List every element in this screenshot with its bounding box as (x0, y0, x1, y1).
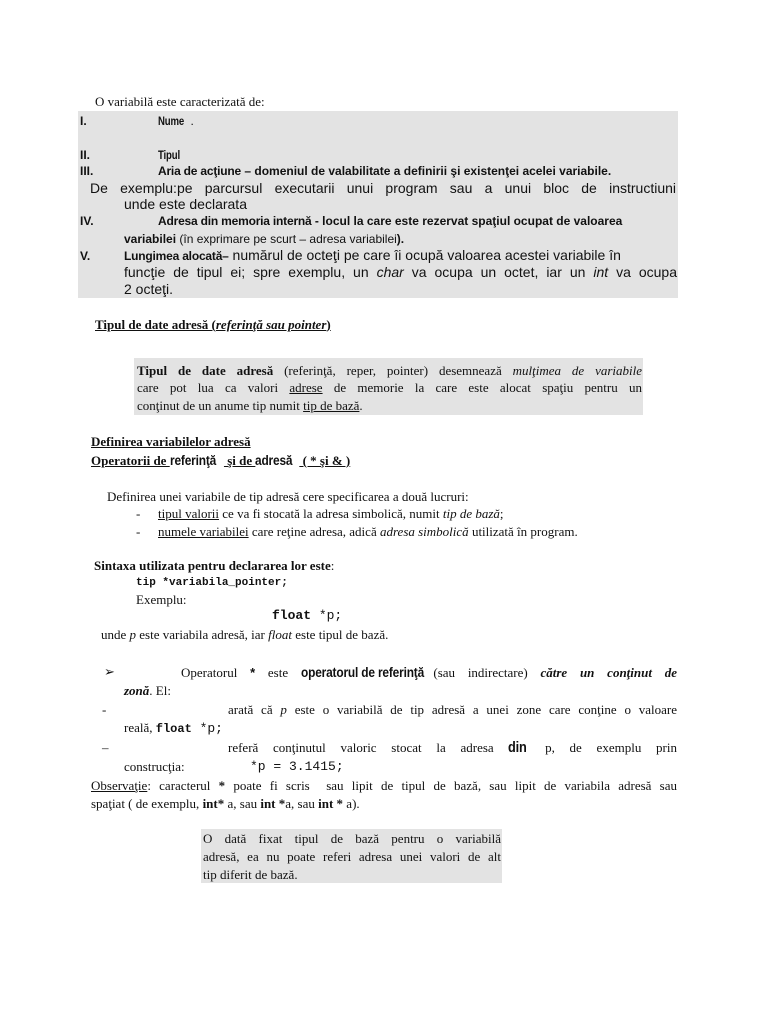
list-item-aria: Aria de acţiune – domeniul de valabilitate a definirii şi existenţei acelei variabile. (158, 164, 612, 178)
dash-item-1-marker: - (102, 702, 107, 717)
list-number-5: V. (80, 249, 91, 263)
definirea-title: Definirea variabilelor adresă (91, 434, 251, 449)
observatie-line-1: Observaţie: caracterul * poate fi scris sau lipit de tipul de bază, sau lipit de variabila adresă sau (91, 778, 678, 793)
list-item-lungimea-line-2: funcţie de tipul ei; spre exemplu, un char va ocupa un octet, iar un int va ocupa (124, 264, 677, 280)
arrow-bullet: ➢ (104, 664, 115, 679)
definirea-paragraph: Definirea unei variabile de tip adresă cere specificarea a două lucruri: (107, 489, 469, 504)
dash-item-1: arată că p este o variabilă de tip adresă a unei zone care conţine o valoare (228, 702, 677, 717)
list-item-adresa-line-2: variabilei (în exprimare pe scurt – adresa variabilei). (124, 232, 405, 246)
note-box-line-3: tip diferit de bază. (203, 867, 298, 882)
section-title: Tipul de date adresă (referinţă sau pointer) (95, 317, 331, 332)
list-number-1: I. (80, 114, 87, 128)
list-number-4: IV. (80, 214, 94, 228)
operator-line-1: Operatorul * este operatorul de referinţă (sau indirectare) către un conţinut de (181, 664, 677, 680)
example-line-2: unde este declarata (124, 196, 247, 212)
list-item-adresa: Adresa din memoria internă - locul la care este rezervat spaţiul ocupat de valoarea (158, 214, 623, 228)
operator-line-2: zonă. El: (124, 683, 171, 698)
list-number-3: III. (80, 164, 94, 178)
example-line-1: De exemplu:pe parcursul executarii unui program sau a unui bloc de instructiuni (90, 180, 676, 196)
definition-box-line-3: conţinut de un anume tip numit tip de bază. (137, 398, 363, 413)
list-item-lungimea: Lungimea alocată– numărul de octeţi pe care îi ocupă valoarea acestei variabile în (124, 247, 621, 263)
bullet-dash-1: - (136, 506, 141, 521)
list-item-lungimea-line-3: 2 octeţi. (124, 281, 174, 297)
list-number-2: II. (80, 148, 91, 162)
definition-box-line-1: Tipul de date adresă (referinţă, reper, pointer) desemnează mulţimea de variabile (137, 363, 643, 378)
bullet-tipul-valorii: tipul valorii ce va fi stocată la adresa simbolică, numit tip de bază; (158, 506, 504, 521)
note-box-line-2: adresă, ea nu poate referi adresa unei valori de alt (203, 849, 501, 864)
exemplu-label: Exemplu: (136, 592, 187, 607)
list-item-tipul: Tipul (158, 148, 180, 162)
code-assignment: *p = 3.1415; (250, 759, 344, 774)
sintaxa-title: Sintaxa utilizata pentru declararea lor este: (94, 558, 335, 573)
dash-item-1-line-2: reală, float *p; (124, 720, 223, 736)
dash-item-2: referă conţinutul valoric stocat la adresa din p, de exemplu prin (228, 739, 677, 756)
dash-item-2-line-2: construcţia: (124, 759, 185, 774)
intro-text: O variabilă este caracterizată de: (95, 94, 265, 109)
operatorii-title: Operatorii de referinţă şi de adresă ( * şi & ) (91, 452, 351, 468)
list-item-nume: Nume . (158, 114, 194, 128)
bullet-numele-variabilei: numele variabilei care reţine adresa, adică adresa simbolică utilizată în program. (158, 524, 578, 539)
dash-item-2-marker: – (102, 740, 109, 755)
unde-text: unde p este variabila adresă, iar float este tipul de bază. (101, 627, 389, 642)
code-declaration: tip *variabila_pointer; (136, 577, 288, 589)
observatie-line-2: spaţiat ( de exemplu, int* a, sau int *a, sau int * a). (91, 796, 360, 811)
note-box-line-1: O dată fixat tipul de bază pentru o variabilă (203, 831, 501, 846)
bullet-dash-2: - (136, 524, 141, 539)
definition-box-line-2: care pot lua ca valori adrese de memorie la care este alocat spaţiu pentru un (137, 380, 642, 395)
code-example: float *p; (272, 608, 343, 623)
